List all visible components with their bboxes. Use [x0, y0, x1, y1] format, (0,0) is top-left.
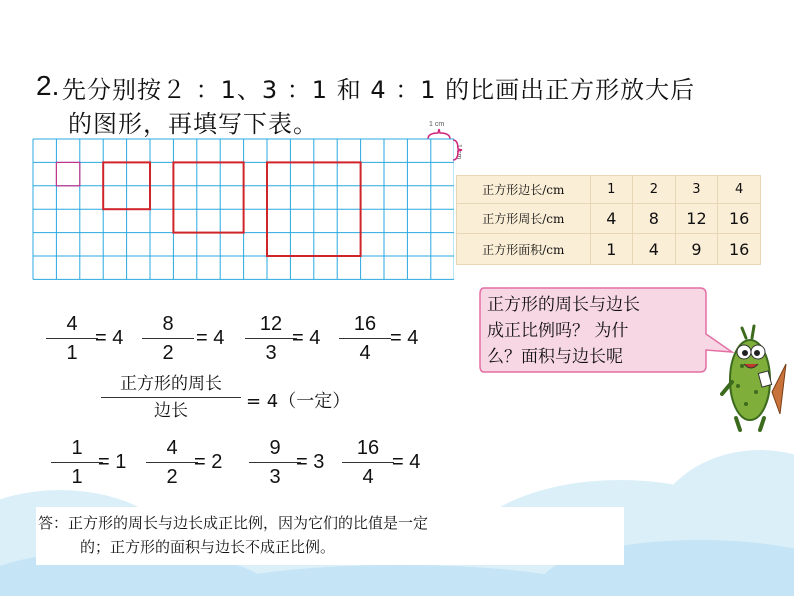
perimeter-ratio-result: = 4 [95, 327, 124, 349]
table-cell: 12 [675, 203, 718, 234]
area-ratio-fraction [152, 435, 192, 490]
fraction-numerator: 4 [166, 437, 178, 459]
data-table [456, 175, 761, 265]
fraction-denominator: 4 [359, 342, 371, 364]
perimeter-ratio-fraction [148, 311, 188, 366]
table-row-label: 正方形周长/cm [457, 203, 591, 234]
fraction-numerator: 9 [269, 437, 281, 459]
table-cell: 1 [590, 234, 633, 265]
area-ratio-result: = 3 [296, 451, 325, 473]
table-cell: 16 [718, 203, 761, 234]
table-row-label: 正方形面积/cm [457, 234, 591, 265]
perimeter-ratio-result: = 4 [390, 327, 419, 349]
problem-text-line2: 的图形，再填写下表。 [68, 110, 318, 138]
fraction-denominator: 1 [71, 466, 83, 488]
problem-text-line1: 先分别按２ ：1、3 ：1 和 4 ：1 的比画出正方形放大后 [62, 76, 696, 104]
table-row [457, 234, 761, 265]
fraction-numerator: 12 [259, 313, 283, 335]
enlarged-square-3to1 [173, 162, 243, 232]
fraction-denominator: 边长 [154, 401, 188, 421]
speech-bubble-line: 么？面积与边长呢 [487, 347, 623, 367]
fraction-denominator: 2 [162, 342, 174, 364]
fraction-numerator: 4 [66, 313, 78, 335]
perimeter-ratio-result: = 4 [292, 327, 321, 349]
area-ratio-fraction [255, 435, 295, 490]
fraction-denominator: 2 [166, 466, 178, 488]
original-square [56, 162, 79, 185]
fraction-numerator: 正方形的周长 [120, 374, 222, 394]
fraction-denominator: 3 [265, 342, 277, 364]
fraction-numerator: 8 [162, 313, 174, 335]
cucumber-mascot-icon [720, 322, 788, 434]
table-cell: 1 [590, 176, 633, 204]
area-ratio-result: = 4 [392, 451, 421, 473]
problem-number: 2. [36, 70, 60, 101]
area-ratio-fraction [57, 435, 97, 490]
scale-label-horizontal: 1 cm [429, 121, 445, 128]
fraction-denominator: 1 [66, 342, 78, 364]
fraction-denominator: 4 [362, 466, 374, 488]
table-cell: 9 [675, 234, 718, 265]
table-cell: 8 [633, 203, 676, 234]
table-row [457, 203, 761, 234]
general-ratio-result: = 4（一定） [246, 391, 351, 412]
fraction-numerator: 1 [71, 437, 83, 459]
speech-bubble-text [487, 292, 697, 370]
table-cell: 4 [633, 234, 676, 265]
area-ratio-fraction [348, 435, 388, 490]
perimeter-ratio-result: = 4 [196, 327, 225, 349]
area-ratio-result: = 2 [194, 451, 223, 473]
fraction-numerator: 16 [356, 437, 380, 459]
scale-label-vertical: 1 cm [455, 144, 462, 160]
perimeter-ratio-fraction [345, 311, 385, 366]
speech-bubble-line: 成正比例吗？ 为什 [487, 321, 629, 341]
table-row-label: 正方形边长/cm [457, 176, 591, 204]
general-ratio-fraction [101, 372, 241, 423]
speech-bubble-line: 正方形的周长与边长 [487, 295, 640, 315]
table-cell: 4 [590, 203, 633, 234]
table-cell: 3 [675, 176, 718, 204]
answer-line: 答：正方形的周长与边长成正比例，因为它们的比值是一定 [38, 514, 429, 532]
fraction-numerator: 16 [353, 313, 377, 335]
table-row [457, 176, 761, 204]
perimeter-ratio-fraction [251, 311, 291, 366]
area-ratio-result: = 1 [98, 451, 127, 473]
table-cell: 4 [718, 176, 761, 204]
square-grid [32, 138, 454, 280]
table-cell: 2 [633, 176, 676, 204]
perimeter-ratio-fraction [52, 311, 92, 366]
table-cell: 16 [718, 234, 761, 265]
answer-text [38, 511, 428, 559]
answer-line: 的；正方形的面积与边长不成正比例。 [80, 538, 336, 556]
fraction-denominator: 3 [269, 466, 281, 488]
